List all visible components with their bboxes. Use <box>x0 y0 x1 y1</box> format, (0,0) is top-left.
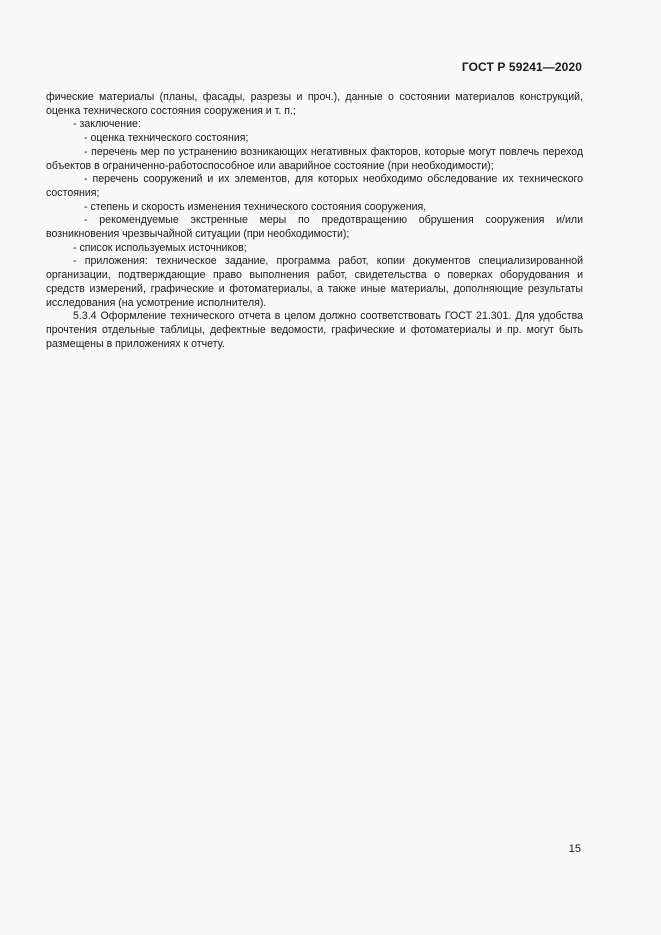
sublist-item-assessment: - оценка технического состояния; <box>84 132 249 145</box>
sublist-item-rate-of-change: - степень и скорость изменения технического состояния сооружения, <box>84 200 427 213</box>
sublist-item-structures: - перечень сооружений и их элементов, для которых необходимо обследование их технического состояния; <box>46 173 583 199</box>
list-item-appendices: - приложения: техническое задание, программа работ, копии документов специализированной организации, подтверждающие право выполнения работ, свидетельства о поверках оборудования и средств измерений, графические и фотоматериалы, а также иные материалы, дополняющие результаты исследования (на усмотрение исполнителя). <box>46 255 583 309</box>
page-number: 15 <box>568 843 581 855</box>
sublist-item-emergency-measures: - рекомендуемые экстренные меры по предотвращению обрушения сооружения и/или возникновения чрезвычайной ситуации (при необходимости); <box>46 214 583 241</box>
paragraph-continuation: фические материалы (планы, фасады, разрезы и проч.), данные о состоянии материалов конструкций, оценка технического состояния сооружения и т. п.; <box>46 91 583 117</box>
document-code: ГОСТ Р 59241—2020 <box>461 60 582 74</box>
list-item-conclusion: - заключение: <box>73 118 141 131</box>
document-body <box>46 91 583 351</box>
sublist-item-measures: - перечень мер по устранению возникающих негативных факторов, которые могут повлечь переход объектов в ограниченно-работоспособное или аварийное состояние (при необходимости); <box>46 145 583 172</box>
list-item-sources: - список используемых источников; <box>73 241 247 254</box>
clause-5-3-4: 5.3.4 Оформление технического отчета в целом должно соответствовать ГОСТ 21.301. Для удобства прочтения отдельные таблицы, дефектные ведомости, графические и фотоматериалы и пр. могут быть размещены в приложениях к отчету. <box>46 310 583 350</box>
